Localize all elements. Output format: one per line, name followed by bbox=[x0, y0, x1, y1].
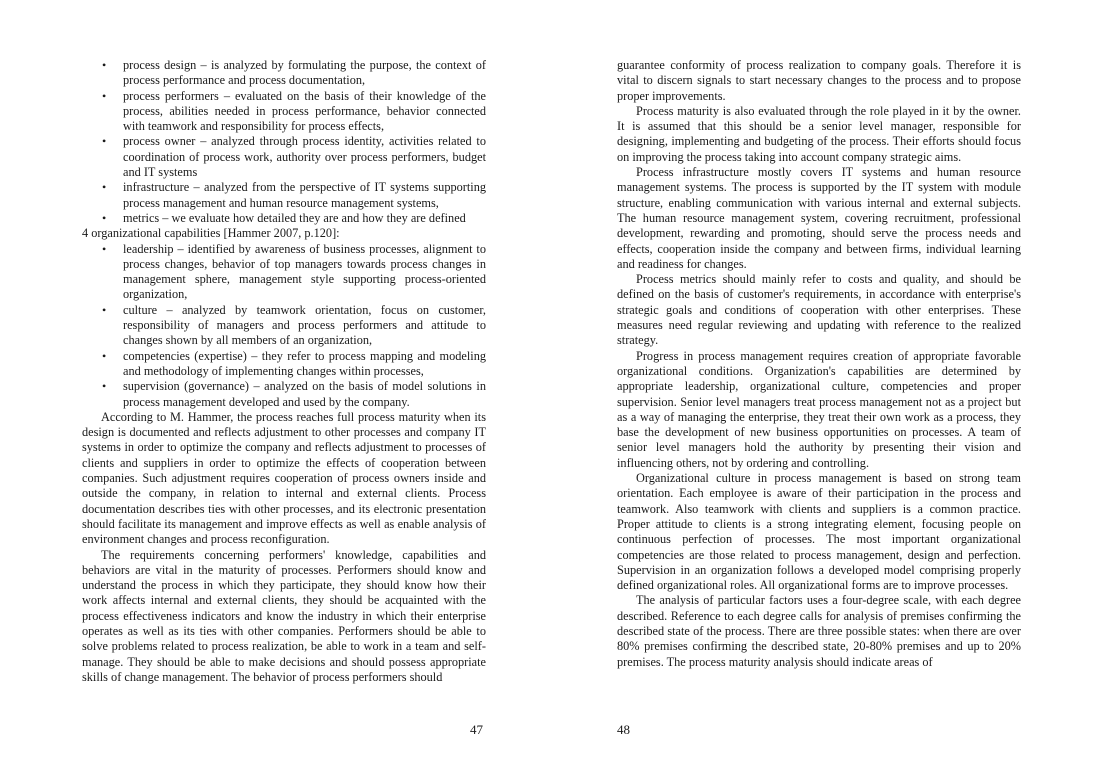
list-item-text: infrastructure – analyzed from the perspective of IT systems supporting process management and human resource management systems, bbox=[123, 180, 486, 210]
paragraph: Process infrastructure mostly covers IT systems and human resource management systems. The process is supported by the IT system with module structure, enabling communication with various internal and external subjects. The human resource management system, covering recruitment, professional development, rewarding and promoting, should serve the process needs and effects, cooperation inside the company and between firms, individual learning and readiness for changes. bbox=[617, 165, 1021, 271]
list-item-text: process design – is analyzed by formulating the purpose, the context of process performance and process documentation, bbox=[123, 58, 486, 88]
list-item-text: competencies (expertise) – they refer to process mapping and modeling and methodology of implementing changes within processes, bbox=[123, 348, 486, 378]
maturity-factors-list bbox=[82, 58, 486, 226]
list-item-text: supervision (governance) – analyzed on the basis of model solutions in process management developed and used by the company. bbox=[123, 379, 486, 409]
bullet-icon: • bbox=[102, 88, 107, 103]
list-item bbox=[82, 379, 486, 410]
paragraph: The requirements concerning performers' knowledge, capabilities and behaviors are vital in the maturity of processes. Performers should know and understand the process in which they participate, they should know how their work affects internal and external clients, they should be acquainted with the process effectiveness indicators and know the industry in which their enterprise operates as well as its ties with other companies. Performers should be able to solve problems related to process realization, be able to work in a team and self-manage. They should be able to make decisions and should possess appropriate skills of change management. The behavior of process performers should bbox=[82, 547, 486, 684]
paragraph: Progress in process management requires creation of appropriate favorable organizational conditions. Organization's capabilities are determined by appropriate leadership, organizational culture, competencies and proper supervision. Senior level managers treat process management not as a project but as a way of managing the enterprise, they treat their own work as a process, they base the development of new business opportunities on processes. A team of senior level managers hold the authority by presenting their vision and influencing others, not by ordering and controlling. bbox=[617, 348, 1021, 470]
list-item bbox=[82, 89, 486, 135]
right-page bbox=[617, 58, 1021, 670]
bullet-icon: • bbox=[102, 58, 107, 72]
left-page bbox=[82, 58, 486, 685]
list-item bbox=[82, 134, 486, 180]
list-item bbox=[82, 303, 486, 349]
bullet-icon: • bbox=[102, 302, 107, 317]
capabilities-list bbox=[82, 242, 486, 410]
paragraph-continuation: guarantee conformity of process realization to company goals. Therefore it is vital to discern signals to start necessary changes to the process and to propose proper improvements. bbox=[617, 58, 1021, 103]
page-number-left: 47 bbox=[470, 722, 483, 737]
list-item bbox=[82, 180, 486, 211]
paragraph: The analysis of particular factors uses a four-degree scale, with each degree described. Reference to each degree calls for analysis of premises confirming the described state of the process. There are three possible states: when there are over 80% premises confirming the described state, 20-80% premises and up to 20% premises. The process maturity analysis should indicate areas of bbox=[617, 593, 1021, 669]
list-item bbox=[82, 242, 486, 303]
list-item bbox=[82, 349, 486, 380]
paragraph: Process maturity is also evaluated through the role played in it by the owner. It is assumed that this should be a senior level manager, responsible for designing, implementing and budgeting of the process. Their efforts should focus on improving the process taking into account company strategic aims. bbox=[617, 103, 1021, 164]
list-item bbox=[82, 58, 486, 89]
bullet-icon: • bbox=[102, 134, 107, 149]
list-item-text: metrics – we evaluate how detailed they are and how they are defined bbox=[123, 210, 466, 225]
paragraph: According to M. Hammer, the process reaches full process maturity when its design is documented and reflects adjustment to other processes and company IT systems in order to optimize the company and reflects adjustment to processes of clients and suppliers in order to optimize the effects of cooperation between companies. Such adjustment requires cooperation of process owners inside and outside the company, in relation to internal and external clients. Process documentation describes ties with other processes, and its electronic presentation should facilitate its management and improve effects as well as enable analysis of environment changes and process reconfiguration. bbox=[82, 409, 486, 547]
list-item-text: culture – analyzed by teamwork orientation, focus on customer, responsibility of managers and process performers and attitude to changes shown by all members of an organization, bbox=[123, 302, 486, 348]
list-item-text: process performers – evaluated on the basis of their knowledge of the process, abilities needed in process performance, behavior connected with teamwork and responsibility for process effects, bbox=[123, 88, 486, 134]
paragraph: Organizational culture in process management is based on strong team orientation. Each employee is aware of their participation in the process and teamwork. Also teamwork with clients and suppliers is a common practice. Proper attitude to clients is a strong integrating element, focusing people on continuous perfection of processes. The most important organizational competencies are those related to process management, design and perfection. Supervision in an organization follows a developed model comprising properly defined organizational roles. All organizational forms are to improve processes. bbox=[617, 471, 1021, 593]
bullet-icon: • bbox=[102, 348, 107, 363]
list-item-text: leadership – identified by awareness of business processes, alignment to process changes, behavior of top managers towards process changes in management sphere, management style supporting process-oriented organization, bbox=[123, 241, 486, 302]
bullet-icon: • bbox=[102, 241, 107, 256]
bullet-icon: • bbox=[102, 379, 107, 394]
page-number-right: 48 bbox=[617, 722, 630, 737]
capabilities-intro: 4 organizational capabilities [Hammer 2007, p.120]: bbox=[82, 226, 340, 241]
paragraph: Process metrics should mainly refer to costs and quality, and should be defined on the basis of customer's requirements, in accordance with enterprise's strategic goals and conditions of cooperation with other enterprises. These measures need regular reviewing and updating with reference to the realized strategy. bbox=[617, 272, 1021, 348]
list-item bbox=[82, 211, 486, 226]
bullet-icon: • bbox=[102, 210, 107, 225]
bullet-icon: • bbox=[102, 180, 107, 195]
list-item-text: process owner – analyzed through process identity, activities related to coordination of process work, authority over process performers, budget and IT systems bbox=[123, 134, 486, 180]
